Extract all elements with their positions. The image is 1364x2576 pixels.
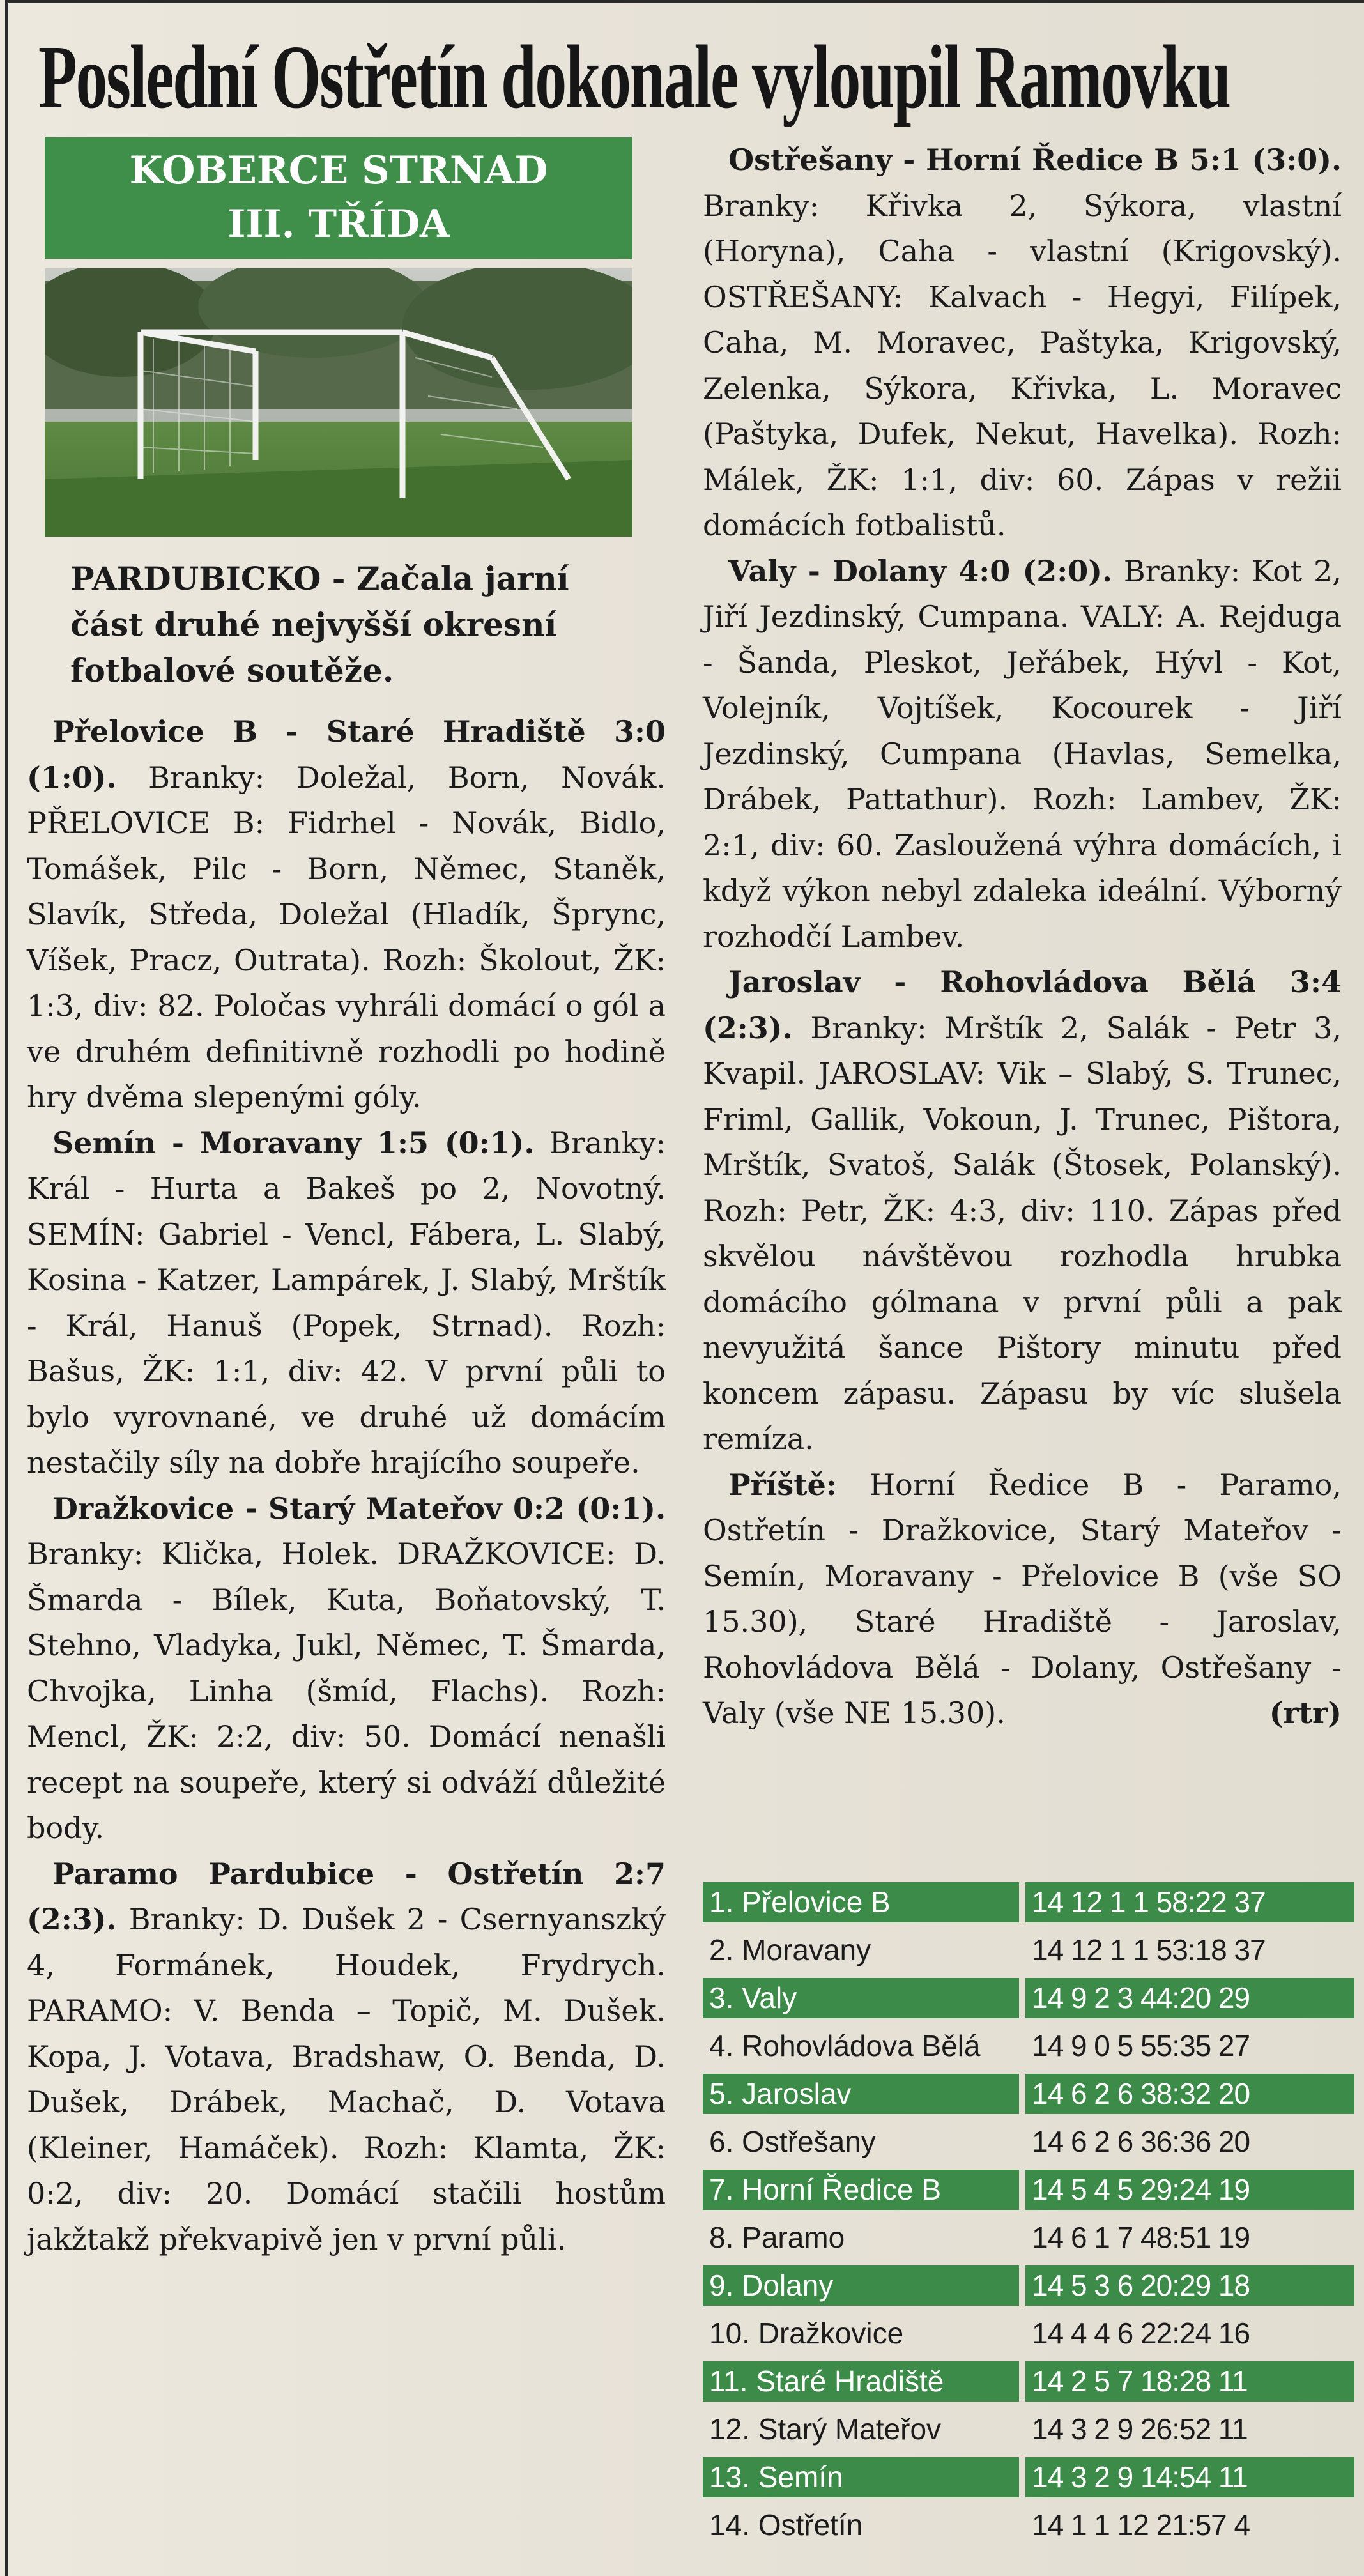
match-report (703, 137, 1342, 549)
team-name: 12. Starý Mateřov (709, 2412, 942, 2446)
team-stats: 14 1 1 12 21:57 4 (1032, 2508, 1250, 2542)
match-body: Branky: Mrštík 2, Salák - Petr 3, Kvapil. JAROSLAV: Vik – Slabý, S. Trunec, Friml, Gallik, Vokoun, J. Trunec, Pištora, Mrštík, Svatoš, Salák (Štosek, Polanský). Rozh: Petr, ŽK: 4:3, div: 110. Zápas před skvělou návštěvou rozhodla hrubka domácího gólmana v první půli a pak nevyužitá šance Pištory minutu před koncem zápasu. Zápasu by víc slušela remíza. (703, 1010, 1342, 1456)
table-row (703, 2405, 1364, 2453)
match-body: Branky: Kot 2, Jiří Jezdinský, Cumpana. VALY: A. Rejduga - Šanda, Pleskot, Jeřábek, Hývl - Kot, Volejník, Vojtíšek, Kocourek - Jiří Jezdinský, Cumpana (Havlas, Semelka, Drábek, Pattathur). Rozh: Lambev, ŽK: 2:1, div: 60. Zasloužená výhra domácích, i když výkon nebyl zdaleka ideální. Výborný rozhodčí Lambev. (703, 553, 1342, 954)
table-row (703, 2214, 1364, 2262)
page-border-top (5, 0, 1364, 3)
table-row (703, 1878, 1364, 1926)
team-name: 1. Přelovice B (703, 1882, 1019, 1922)
match-report (27, 709, 666, 1121)
match-header: Jaroslav - Rohovládova Bělá 3:4 (2:3). (703, 965, 1342, 1045)
team-name: 11. Staré Hradiště (703, 2361, 1019, 2402)
table-row (703, 2310, 1364, 2358)
team-name: 6. Ostřešany (709, 2125, 876, 2158)
match-report (703, 960, 1342, 1462)
table-row (703, 2022, 1364, 2070)
team-name: 5. Jaroslav (703, 2074, 1019, 2114)
left-column (27, 709, 666, 2262)
match-header: Paramo Pardubice - Ostřetín 2:7 (2:3). (27, 1856, 666, 1936)
table-row (703, 2166, 1364, 2214)
team-stats: 14 12 1 1 53:18 37 (1032, 1933, 1266, 1966)
table-row (703, 1974, 1364, 2022)
match-report (27, 1851, 666, 2263)
goal-photo-illustration (45, 268, 632, 537)
match-body: Branky: Křivka 2, Sýkora, vlastní (Horyna), Caha - vlastní (Krigovský). OSTŘEŠANY: Kalvach - Hegyi, Filípek, Caha, M. Moravec, Paštyka, Krigovský, Zelenka, Sýkora, Křivka, L. Moravec (Paštyka, Dufek, Nekut, Havelka). Rozh: Málek, ŽK: 1:1, div: 60. Zápas v režii domácích fotbalistů. (703, 188, 1342, 542)
team-stats: 14 3 2 9 26:52 11 (1032, 2412, 1248, 2446)
next-round-fixtures: Horní Ředice B - Paramo, Ostřetín - Dražkovice, Starý Mateřov - Semín, Moravany - Přelovice B (vše SO 15.30), Staré Hradiště - Jaroslav, Rohovládova Bělá - Dolany, Ostřešany - Valy (vše NE 15.30). (703, 1467, 1342, 1730)
team-name: 13. Semín (703, 2457, 1019, 2497)
table-row (703, 2453, 1364, 2501)
next-round-label: Příště: (728, 1467, 837, 1502)
team-stats: 14 6 2 6 38:32 20 (1025, 2074, 1354, 2114)
football-goal-photo (45, 268, 632, 537)
headline: Poslední Ostřetín dokonale vyloupil Ramovku (38, 26, 1230, 127)
banner-sponsor: KOBERCE STRNAD (129, 148, 548, 193)
team-stats: 14 2 5 7 18:28 11 (1025, 2361, 1354, 2402)
team-stats: 14 6 1 7 48:51 19 (1032, 2221, 1250, 2254)
match-body: Branky: Král - Hurta a Bakeš po 2, Novotný. SEMÍN: Gabriel - Vencl, Fábera, L. Slabý, Kosina - Katzer, Lampárek, J. Slabý, Mrštík - Král, Hanuš (Popek, Strnad). Rozh: Bašus, ŽK: 1:1, div: 42. V první půli to bylo vyrovnané, ve druhé už domácím nestačily síly na dobře hrajícího soupeře. (27, 1125, 666, 1480)
team-name: 9. Dolany (703, 2266, 1019, 2306)
table-row (703, 2118, 1364, 2166)
right-column (703, 137, 1342, 1736)
team-stats: 14 9 0 5 55:35 27 (1032, 2029, 1250, 2062)
team-name: 7. Horní Ředice B (703, 2170, 1019, 2210)
next-round (703, 1462, 1342, 1736)
match-report (27, 1486, 666, 1851)
team-name: 3. Valy (703, 1978, 1019, 2018)
team-stats: 14 12 1 1 58:22 37 (1025, 1882, 1354, 1922)
page-border-left (5, 0, 8, 2576)
banner-league: III. TŘÍDA (227, 202, 450, 247)
match-report (703, 549, 1342, 960)
team-name: 8. Paramo (709, 2221, 845, 2254)
team-name: 2. Moravany (709, 1933, 871, 1966)
team-name: 10. Dražkovice (709, 2317, 904, 2350)
match-header: Ostřešany - Horní Ředice B 5:1 (3:0). (728, 142, 1342, 177)
match-header: Valy - Dolany 4:0 (2:0). (728, 553, 1113, 588)
team-stats: 14 5 4 5 29:24 19 (1025, 2170, 1354, 2210)
table-row (703, 1926, 1364, 1974)
lead-text: PARDUBICKO - Začala jarní část druhé nejvyšší okresní fotbalové soutěže. (70, 560, 569, 689)
match-body: Branky: D. Dušek 2 - Csernyanszký 4, Formánek, Houdek, Frydrych. PARAMO: V. Benda – Topič, M. Dušek. Kopa, J. Votava, Bradshaw, O. Benda, D. Dušek, Drábek, Machač, D. Votava (Kleiner, Hamáček). Rozh: Klamta, ŽK: 0:2, div: 20. Domácí stačili hostům jakžtakž překvapivě jen v první půli. (27, 1902, 666, 2257)
match-header: Přelovice B - Staré Hradiště 3:0 (1:0). (27, 714, 666, 795)
table-row (703, 2501, 1364, 2549)
author-signature: (rtr) (1269, 1696, 1342, 1730)
match-header: Dražkovice - Starý Mateřov 0:2 (0:1). (52, 1491, 666, 1526)
table-row (703, 2262, 1364, 2310)
team-stats: 14 4 4 6 22:24 16 (1032, 2317, 1250, 2350)
match-report (27, 1121, 666, 1486)
league-table (703, 1878, 1364, 2549)
match-body: Branky: Doležal, Born, Novák. PŘELOVICE B: Fidrhel - Novák, Bidlo, Tomášek, Pilc - Born, Němec, Staněk, Slavík, Středa, Doležal (Hladík, Šprync, Víšek, Pracz, Outrata). Rozh: Školout, ŽK: 1:3, div: 82. Poločas vyhráli domácí o gól a ve druhém definitivně rozhodli po hodině hry dvěma slepenými góly. (27, 760, 666, 1114)
table-row (703, 2358, 1364, 2405)
table-row (703, 2070, 1364, 2118)
team-stats: 14 5 3 6 20:29 18 (1025, 2266, 1354, 2306)
team-name: 14. Ostřetín (709, 2508, 863, 2542)
team-stats: 14 9 2 3 44:20 29 (1025, 1978, 1354, 2018)
team-stats: 14 3 2 9 14:54 11 (1025, 2457, 1354, 2497)
match-body: Branky: Klička, Holek. DRAŽKOVICE: D. Šmarda - Bílek, Kuta, Boňatovský, T. Stehno, Vladyka, Jukl, Němec, T. Šmarda, Chvojka, Linha (šmíd, Flachs). Rozh: Mencl, ŽK: 2:2, div: 50. Domácí nenašli recept na soupeře, který si odváží důležité body. (27, 1537, 666, 1845)
lead-paragraph (70, 556, 645, 694)
match-header: Semín - Moravany 1:5 (0:1). (52, 1125, 535, 1160)
league-banner (45, 137, 632, 259)
team-stats: 14 6 2 6 36:36 20 (1032, 2125, 1250, 2158)
team-name: 4. Rohovládova Bělá (709, 2029, 981, 2062)
